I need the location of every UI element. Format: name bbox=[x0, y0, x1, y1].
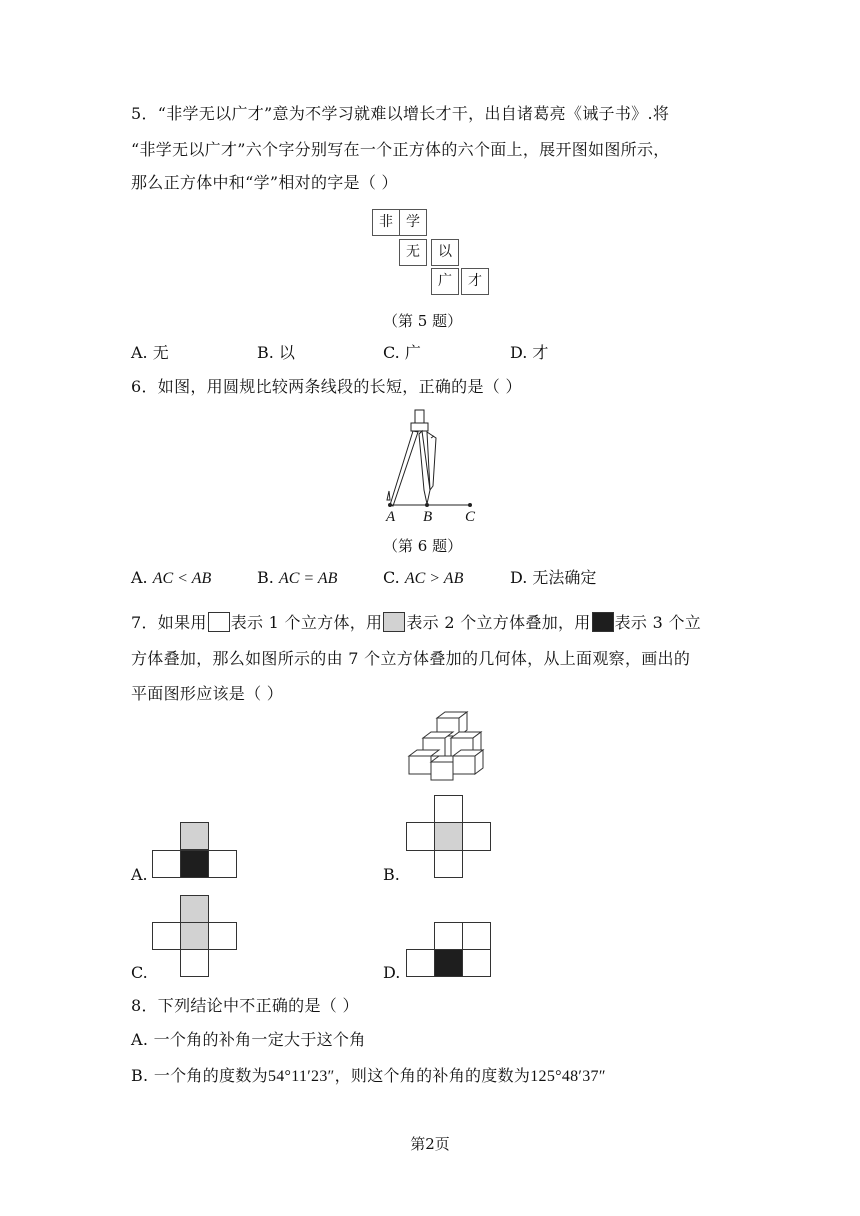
grid-square bbox=[434, 850, 463, 878]
q6-caption: （第 6 题） bbox=[383, 537, 463, 555]
grid-square bbox=[434, 795, 463, 823]
net-cell: 无 bbox=[399, 239, 427, 266]
q5-option-d: D. 才 bbox=[510, 343, 549, 362]
grid-square bbox=[462, 822, 491, 851]
point-label-a: A bbox=[386, 509, 396, 525]
net-cell: 学 bbox=[399, 209, 427, 236]
grid-square bbox=[434, 949, 463, 977]
q5-line-3: 那么正方体中和“学”相对的字是（ ） bbox=[131, 173, 398, 192]
grid-square bbox=[208, 922, 237, 950]
grid-square bbox=[208, 850, 237, 878]
point-label-b: B bbox=[423, 509, 433, 525]
q7-option-c-label: C. bbox=[131, 963, 148, 982]
net-cell: 广 bbox=[431, 268, 459, 295]
cube-stack-figure bbox=[405, 710, 485, 782]
q6-option-b: B. AC = AB bbox=[257, 568, 338, 587]
grid-square bbox=[180, 822, 209, 850]
grid-square bbox=[462, 949, 491, 977]
q6-option-d: D. 无法确定 bbox=[510, 568, 597, 587]
q5-option-b: B. 以 bbox=[257, 343, 295, 362]
page-number: 第2页 bbox=[410, 1135, 450, 1153]
q6-line-1: 6．如图，用圆规比较两条线段的长短，正确的是（ ） bbox=[131, 377, 522, 396]
black-square-icon bbox=[592, 612, 614, 632]
q7-line-2: 方体叠加，那么如图所示的由 7 个立方体叠加的几何体，从上面观察，画出的 bbox=[131, 649, 691, 668]
q7-line-1: 7．如果用 表示 1 个立方体，用 表示 2 个立方体叠加，用 表示 3 个立 bbox=[131, 613, 702, 632]
grid-square bbox=[434, 822, 463, 851]
q5-caption: （第 5 题） bbox=[383, 312, 463, 330]
grid-square bbox=[180, 949, 209, 977]
q5-line-1: 5．“非学无以广才”意为不学习就难以增长才干，出自诸葛亮《诫子书》.将 bbox=[131, 104, 670, 123]
net-cell: 以 bbox=[431, 239, 459, 266]
net-cell: 才 bbox=[461, 268, 489, 295]
point-label-c: C bbox=[465, 509, 476, 525]
grid-square bbox=[180, 895, 209, 923]
q6-option-a: A. AC < AB bbox=[131, 568, 212, 587]
grid-square bbox=[180, 850, 209, 878]
grid-square bbox=[152, 922, 181, 950]
q5-option-c: C. 广 bbox=[383, 343, 421, 362]
q8-option-a: A. 一个角的补角一定大于这个角 bbox=[131, 1030, 366, 1049]
white-square-icon bbox=[208, 612, 230, 632]
q7-option-a-label: A. bbox=[131, 865, 148, 884]
q5-option-a: A. 无 bbox=[131, 343, 169, 362]
grid-square bbox=[152, 850, 181, 878]
q5-line-2: “非学无以广才”六个字分别写在一个正方体的六个面上，展开图如图所示， bbox=[131, 140, 670, 159]
grid-square bbox=[434, 922, 463, 950]
q8-option-b: B. 一个角的度数为54°11′23″，则这个角的补角的度数为125°48′37″ bbox=[131, 1066, 606, 1085]
grid-square bbox=[406, 949, 435, 977]
grid-square bbox=[406, 822, 435, 851]
q6-option-c: C. AC > AB bbox=[383, 568, 464, 587]
q7-option-d-label: D. bbox=[383, 963, 401, 982]
q7-option-b-label: B. bbox=[383, 865, 400, 884]
q7-line-3: 平面图形应该是（ ） bbox=[131, 684, 284, 703]
q8-line-1: 8．下列结论中不正确的是（ ） bbox=[131, 996, 359, 1015]
grid-square bbox=[462, 922, 491, 950]
gray-square-icon bbox=[383, 612, 405, 632]
grid-square bbox=[180, 922, 209, 950]
net-cell: 非 bbox=[372, 209, 400, 236]
